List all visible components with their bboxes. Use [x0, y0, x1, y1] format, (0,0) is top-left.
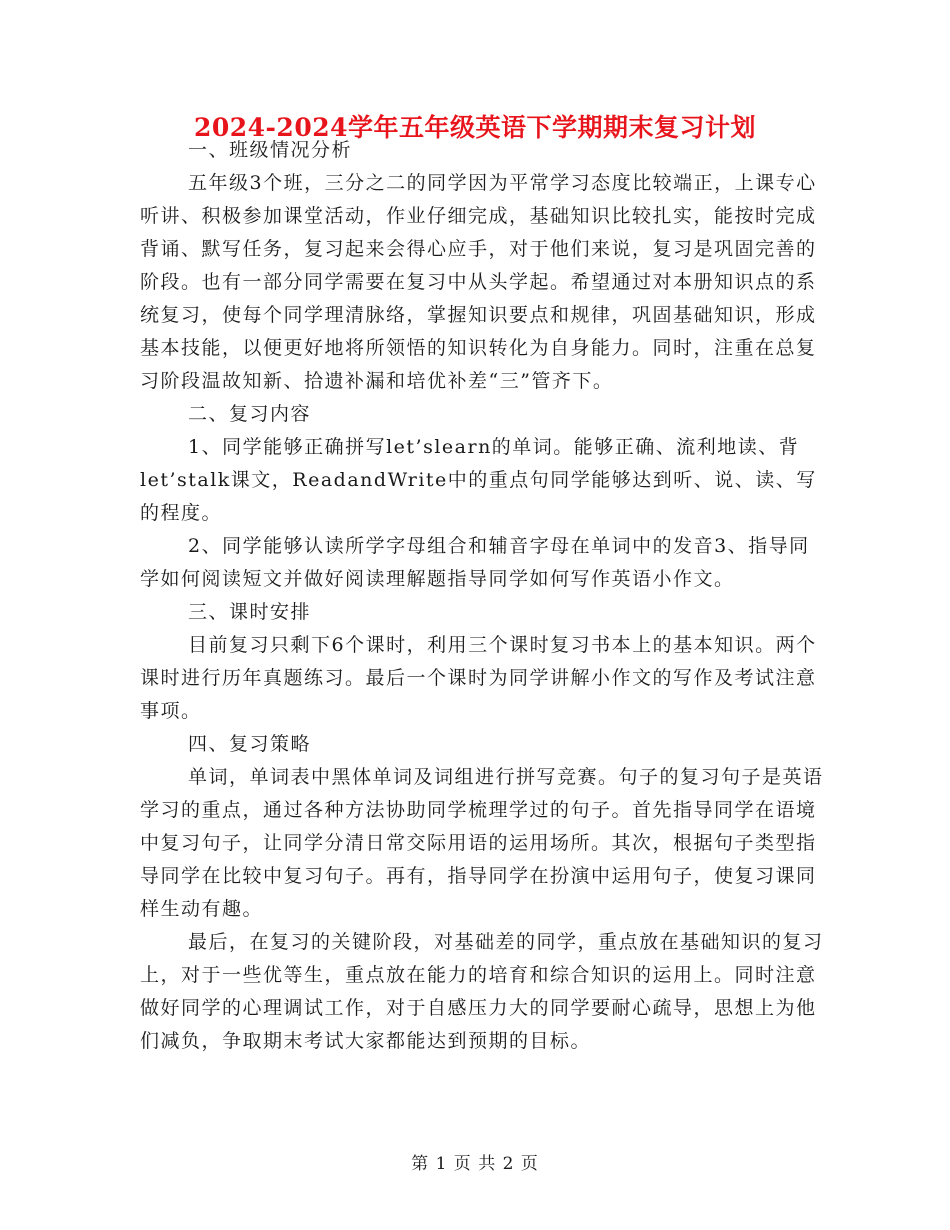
section-heading-review-content: 二、复习内容 — [188, 403, 312, 425]
document-body — [140, 134, 830, 1058]
paragraph-class-analysis: 五年级3个班，三分之二的同学因为平常学习态度比较端正，上课专心听讲、积极参加课堂活动，作业仔细完成，基础知识比较扎实，能按时完成背诵、默写任务，复习起来会得心应手，对于他们来说，复习是巩固完善的阶段。也有一部分同学需要在复习中从头学起。希望通过对本册知识点的系统复习，使每个同学理清脉络，掌握知识要点和规律，巩固基础知识，形成基本技能，以便更好地将所领悟的知识转化为自身能力。同时，注重在总复习阶段温故知新、拾遗补漏和培优补差“三”管齐下。 — [140, 172, 817, 392]
paragraph-schedule: 目前复习只剩下6个课时，利用三个课时复习书本上的基本知识。两个课时进行历年真题练习。最后一个课时为同学讲解小作文的写作及考试注意事项。 — [140, 634, 817, 722]
document-title: 2024-2024学年五年级英语下学期期末复习计划 — [193, 113, 757, 142]
section-heading-class-analysis: 一、班级情况分析 — [188, 139, 353, 161]
paragraph-strategy-2: 最后，在复习的关键阶段，对基础差的同学，重点放在基础知识的复习上，对于一些优等生，重点放在能力的培育和综合知识的运用上。同时注意做好同学的心理调试工作，对于自感压力大的同学要耐心疏导，思想上为他们减负，争取期末考试大家都能达到预期的目标。 — [140, 931, 824, 1052]
section-heading-schedule: 三、课时安排 — [188, 601, 312, 623]
paragraph-strategy-1: 单词，单词表中黑体单词及词组进行拼写竞赛。句子的复习句子是英语学习的重点，通过各种方法协助同学梳理学过的句子。首先指导同学在语境中复习句子，让同学分清日常交际用语的运用场所。其次，根据句子类型指导同学在比较中复习句子。再有，指导同学在扮演中运用句子，使复习课同样生动有趣。 — [140, 766, 824, 920]
paragraph-review-content-1: 1、同学能够正确拼写let’slearn的单词。能够正确、流利地读、背let’stalk课文，ReadandWrite中的重点句同学能够达到听、说、读、写的程度。 — [140, 436, 817, 524]
page-footer: 第 1 页 共 2 页 — [411, 1154, 539, 1174]
section-heading-strategy: 四、复习策略 — [188, 733, 312, 755]
paragraph-review-content-2: 2、同学能够认读所学字母组合和辅音字母在单词中的发音3、指导同学如何阅读短文并做好阅读理解题指导同学如何写作英语小作文。 — [140, 535, 810, 590]
